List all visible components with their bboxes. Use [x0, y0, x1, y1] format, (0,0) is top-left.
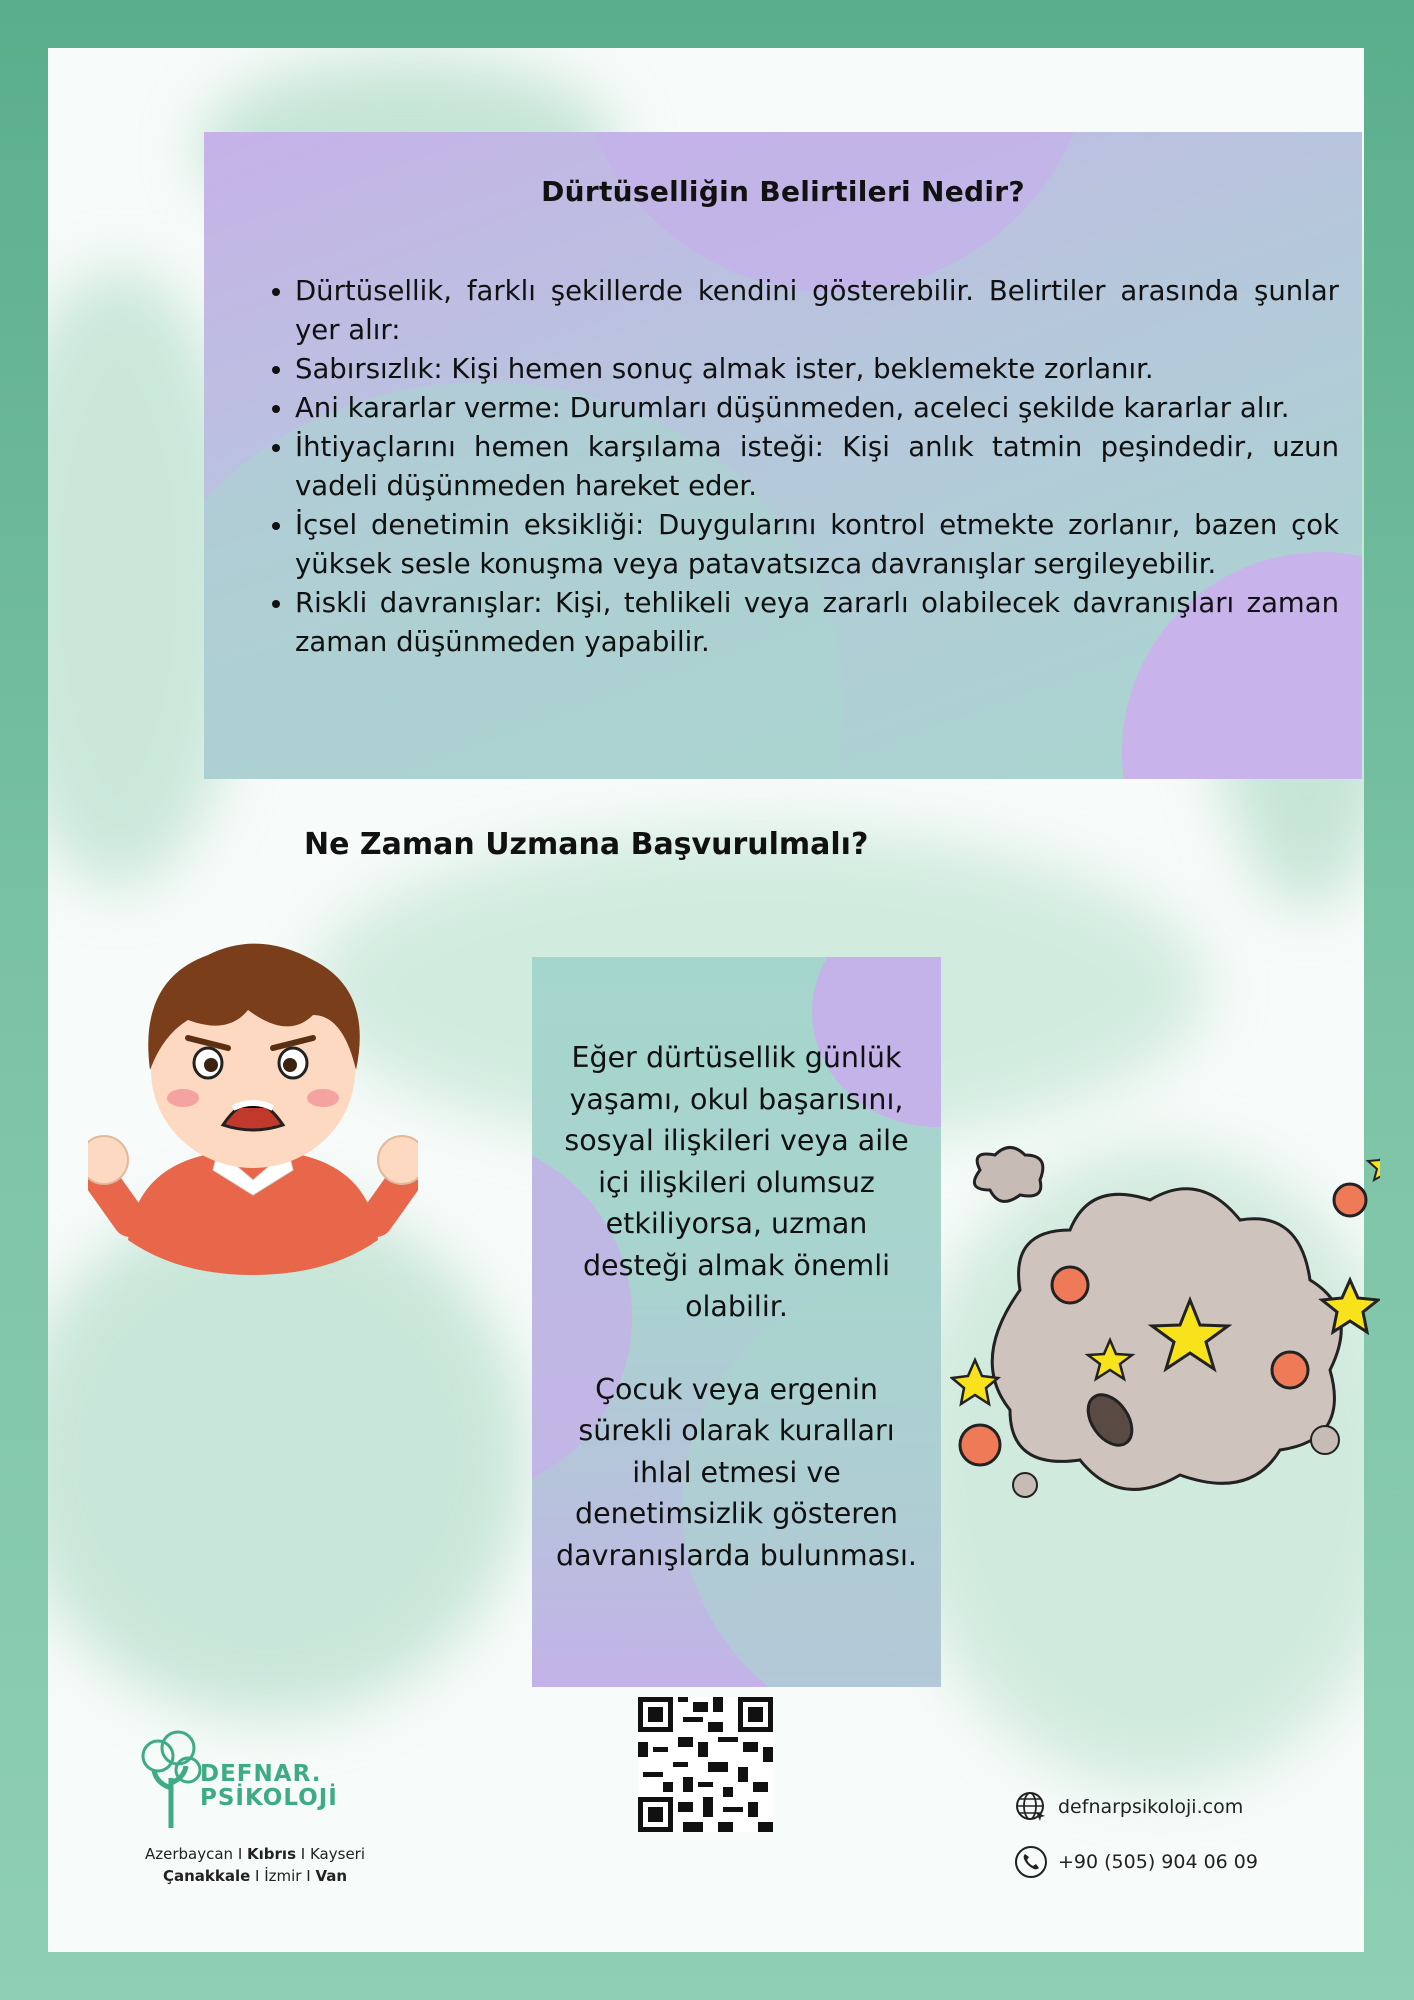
list-item: • Sabırsızlık: Kişi hemen sonuç almak ister, beklemekte zorlanır.: [295, 350, 1339, 389]
phone-contact[interactable]: [1014, 1845, 1258, 1879]
brand-line: DEFNAR.: [200, 1761, 322, 1787]
list-item: • İçsel denetimin eksikliği: Duygularını kontrol etmekte zorlanır, bazen çok yüksek sesle konuşma veya patavatsızca davranışlar sergileyebilir.: [295, 506, 1339, 584]
cities-list: [120, 1843, 390, 1887]
symptoms-list: [259, 272, 1339, 662]
paragraph: Çocuk veya ergenin sürekli olarak kuralları ihlal etmesi ve denetimsizlik gösteren davranışlarda bulunması.: [556, 1372, 917, 1572]
website-contact[interactable]: [1014, 1790, 1243, 1824]
section-title: Ne Zaman Uzmana Başvurulmalı?: [304, 827, 869, 862]
brand-name: [200, 1762, 338, 1810]
city-text: I: [233, 1845, 248, 1863]
paragraph: Eğer dürtüsellik günlük yaşamı, okul başarısını, sosyal ilişkileri veya aile içi ilişkileri olumsuz etkiliyorsa, uzman desteği almak önemli olabilir.: [564, 1041, 909, 1323]
cities-line: [120, 1843, 390, 1865]
globe-icon: [1014, 1790, 1048, 1824]
list-item: • Ani kararlar verme: Durumları düşünmeden, aceleci şekilde kararlar alır.: [295, 389, 1339, 428]
card-text: [552, 1037, 921, 1617]
city-text: Van: [315, 1867, 348, 1885]
qr-code[interactable]: [638, 1697, 773, 1832]
city-text: I: [301, 1867, 316, 1885]
list-item: • Riskli davranışlar: Kişi, tehlikeli veya zararlı olabilecek davranışları zaman zaman düşünmeden yapabilir.: [295, 584, 1339, 662]
section-title: Dürtüselliğin Belirtileri Nedir?: [541, 175, 1025, 208]
when-to-seek-help-card: [532, 957, 941, 1687]
cities-line: [120, 1865, 390, 1887]
city-text: İzmir: [264, 1867, 302, 1885]
fight-cloud-illustration: [950, 1140, 1380, 1530]
symptoms-card: [204, 132, 1362, 779]
phone-number[interactable]: +90 (505) 904 06 09: [1058, 1851, 1258, 1873]
city-text: Azerbaycan: [144, 1845, 234, 1863]
angry-boy-illustration: [88, 920, 418, 1280]
city-text: Kayseri: [309, 1845, 366, 1863]
website-link[interactable]: defnarpsikoloji.com: [1058, 1796, 1244, 1818]
phone-icon: [1014, 1845, 1048, 1879]
city-text: Çanakkale: [162, 1867, 251, 1885]
tree-logo-icon: [136, 1728, 206, 1828]
list-item: • Dürtüsellik, farklı şekillerde kendini gösterebilir. Belirtiler arasında şunlar yer alır:: [295, 272, 1339, 350]
brand-line: PSİKOLOJİ: [200, 1785, 338, 1811]
decor-circle: [574, 132, 1094, 292]
city-text: I: [250, 1867, 265, 1885]
city-text: I: [296, 1845, 310, 1863]
list-item: • İhtiyaçlarını hemen karşılama isteği: Kişi anlık tatmin peşindedir, uzun vadeli düşünmeden hareket eder.: [295, 428, 1339, 506]
city-text: Kıbrıs: [247, 1845, 297, 1863]
